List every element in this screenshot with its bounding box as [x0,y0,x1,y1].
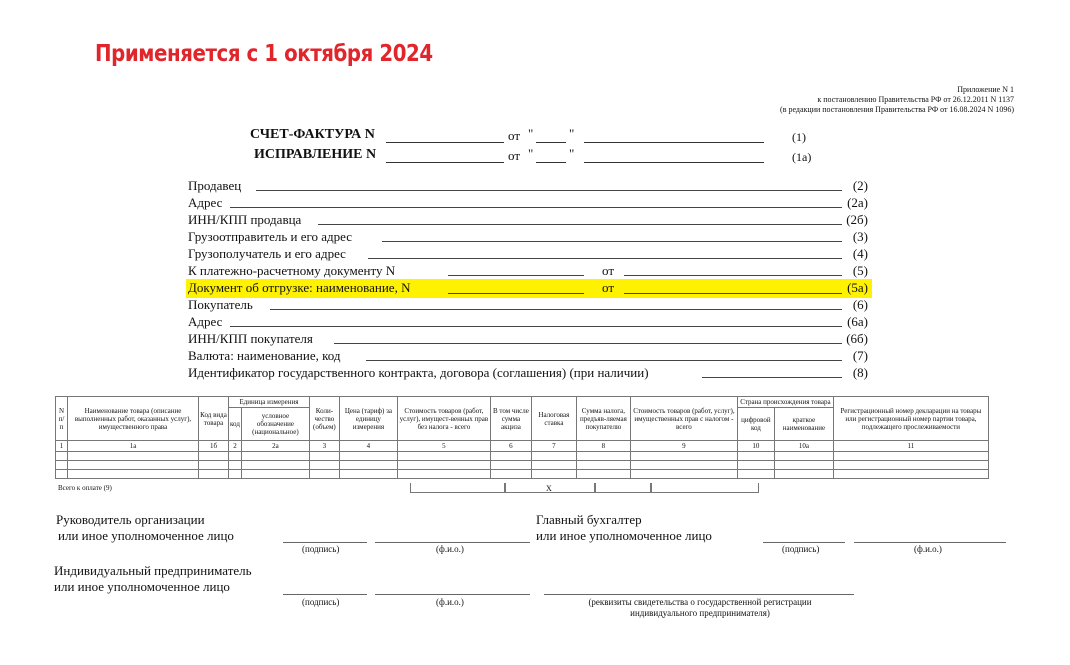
field-ot: от [602,263,615,278]
column-numbers-row [56,441,989,452]
num-cell: 1а [68,441,199,452]
total-x-mark: X [546,484,552,493]
num-cell: 1 [56,441,68,452]
field-line[interactable] [256,190,842,191]
field-line[interactable] [318,224,842,225]
col-excise: В том числе сумма акциза [490,397,531,441]
field-consignee [188,246,868,263]
total-cost-w-tax-cell[interactable] [650,483,759,493]
field-label: ИНН/КПП продавца [188,212,302,227]
field-label: Адрес [188,195,223,210]
field-payment-doc [188,263,868,280]
field-label: Документ об отгрузке: наименование, N [188,280,411,295]
col-declaration: Регистрационный номер декларации на товары или регистрационный номер партии товара, подлежащего прослеживаемости [833,397,988,441]
field-seller-address [188,195,868,212]
head-fio-caption: (ф.и.о.) [436,544,464,554]
field-code: (8) [852,365,868,380]
invoice-field-code: (1) [792,130,806,144]
total-label: Всего к оплате (9) [58,484,112,492]
correction-date-line[interactable] [584,162,764,163]
sig-line-1: Руководитель организации [56,512,205,527]
col-country-name: краткое наименование [774,408,833,441]
field-code: (6а) [847,314,868,329]
num-cell: 9 [630,441,737,452]
entrepreneur-signature-line[interactable] [283,594,367,595]
accountant-signature-label [536,512,712,544]
annex-line-1: Приложение N 1 [957,85,1014,94]
correction-field-code: (1а) [792,150,812,164]
col-unit-code: код [229,408,242,441]
invoice-date-line[interactable] [584,142,764,143]
field-label: Продавец [188,178,242,193]
entrepreneur-fio-line[interactable] [375,594,530,595]
entrepreneur-fio-caption: (ф.и.о.) [436,597,464,607]
field-label: Идентификатор государственного контракта, договора (соглашения) (при наличии) [188,365,649,380]
cert-caption-line-2: индивидуального предпринимателя) [630,608,770,618]
invoice-quote-close: " [569,126,575,141]
col-kind: Код вида товара [199,397,229,441]
entrepreneur-certificate-line[interactable] [544,594,854,595]
num-cell: 3 [309,441,339,452]
entrepreneur-signature-label [54,563,252,595]
num-cell: 8 [576,441,630,452]
invoice-quote-open: " [528,126,534,141]
table-row[interactable] [56,470,989,479]
field-code: (5) [852,263,868,278]
sig-line-1: Индивидуальный предприниматель [54,563,252,578]
correction-day-line[interactable] [536,162,566,163]
correction-quote-close: " [569,146,575,161]
correction-number-line[interactable] [386,162,504,163]
col-tax-rate: Налоговая ставка [531,397,576,441]
field-code: (7) [852,348,868,363]
field-code: (4) [852,246,868,261]
head-signature-caption: (подпись) [302,544,340,554]
field-buyer [188,297,868,314]
num-cell: 11 [833,441,988,452]
field-code: (2) [852,178,868,193]
field-code: (6) [852,297,868,312]
field-code: (2б) [846,212,868,227]
head-fio-line[interactable] [375,542,530,543]
field-label: Адрес [188,314,223,329]
total-tax-cell[interactable] [594,483,652,493]
field-label: ИНН/КПП покупателя [188,331,313,346]
col-unit-name: условное обозначение (национальное) [241,408,309,441]
num-cell: 2а [241,441,309,452]
field-line[interactable] [270,309,842,310]
entrepreneur-signature-caption: (подпись) [302,597,340,607]
field-line[interactable] [368,258,842,259]
field-line[interactable] [702,377,842,378]
num-cell: 4 [339,441,397,452]
field-code: (5а) [847,280,868,295]
col-name: Наименование товара (описание выполненных работ, оказанных услуг), имущественного права [68,397,199,441]
accountant-fio-caption: (ф.и.о.) [914,544,942,554]
invoice-title: СЧЕТ-ФАКТУРА N [250,127,375,142]
validity-banner: Применяется с 1 октября 2024 [95,41,433,67]
head-signature-label [56,512,234,544]
field-label: Покупатель [188,297,253,312]
sig-line-2: или иное уполномоченное лицо [54,579,230,594]
sig-line-2: или иное уполномоченное лицо [536,528,712,543]
cert-caption-line-1: (реквизиты свидетельства о государственной регистрации [588,597,812,607]
col-cost-wo-tax: Стоимость товаров (работ, услуг), имущест-венных прав без налога - всего [397,397,490,441]
field-number-line[interactable] [448,293,584,294]
num-cell: 2 [229,441,242,452]
goods-table [55,396,989,479]
field-shipping-doc-highlighted [186,279,872,298]
num-cell: 5 [397,441,490,452]
field-line[interactable] [230,326,842,327]
table-row[interactable] [56,461,989,470]
field-label: Грузоотправитель и его адрес [188,229,353,244]
annex-note [780,85,1014,115]
col-price: Цена (тариф) за единицу измерения [339,397,397,441]
field-number-line[interactable] [448,275,584,276]
field-code: (3) [852,229,868,244]
correction-title: ИСПРАВЛЕНИЕ N [254,147,377,162]
field-code: (6б) [846,331,868,346]
field-line[interactable] [230,207,842,208]
field-contract-id [188,365,868,382]
num-cell: 10 [737,441,774,452]
total-cost-wo-tax-cell[interactable] [410,483,506,493]
entrepreneur-certificate-caption [560,597,840,619]
col-country: Страна происхождения товара [737,397,833,408]
accountant-fio-line[interactable] [854,542,1006,543]
field-label: Грузополучатель и его адрес [188,246,346,261]
head-signature-line[interactable] [283,542,367,543]
annex-line-2: к постановлению Правительства РФ от 26.12.2011 N 1137 [817,95,1014,104]
field-seller-inn [188,212,868,229]
num-cell: 7 [531,441,576,452]
field-code: (2а) [847,195,868,210]
num-cell: 1б [199,441,229,452]
annex-line-3: (в редакции постановления Правительства РФ от 16.08.2024 N 1096) [780,105,1014,114]
sig-line-2: или иное уполномоченное лицо [58,528,234,543]
accountant-signature-caption: (подпись) [782,544,820,554]
num-cell: 10а [774,441,833,452]
field-date-line[interactable] [624,275,842,276]
field-currency [188,348,868,365]
field-buyer-address [188,314,868,331]
field-seller [188,178,868,195]
invoice-ot: от [508,128,521,143]
field-shipper [188,229,868,246]
field-date-line[interactable] [624,293,842,294]
col-tax-sum: Сумма налога, предъяв-ляемая покупателю [576,397,630,441]
field-line[interactable] [382,241,842,242]
col-n: N п/п [56,397,68,441]
accountant-signature-line[interactable] [763,542,845,543]
invoice-number-line[interactable] [386,142,504,143]
field-label: Валюта: наименование, код [188,348,341,363]
field-ot: от [602,280,615,295]
col-country-code: цифровой код [737,408,774,441]
col-qty: Коли-чество (объем) [309,397,339,441]
col-unit: Единица измерения [229,397,310,408]
col-cost-w-tax: Стоимость товаров (работ, услуг), имущественных прав с налогом - всего [630,397,737,441]
table-row[interactable] [56,452,989,461]
field-label: К платежно-расчетному документу N [188,263,396,278]
field-line[interactable] [366,360,842,361]
num-cell: 6 [490,441,531,452]
invoice-day-line[interactable] [536,142,566,143]
field-line[interactable] [334,343,842,344]
field-buyer-inn [188,331,868,348]
correction-quote-open: " [528,146,534,161]
sig-line-1: Главный бухгалтер [536,512,642,527]
correction-ot: от [508,148,521,163]
